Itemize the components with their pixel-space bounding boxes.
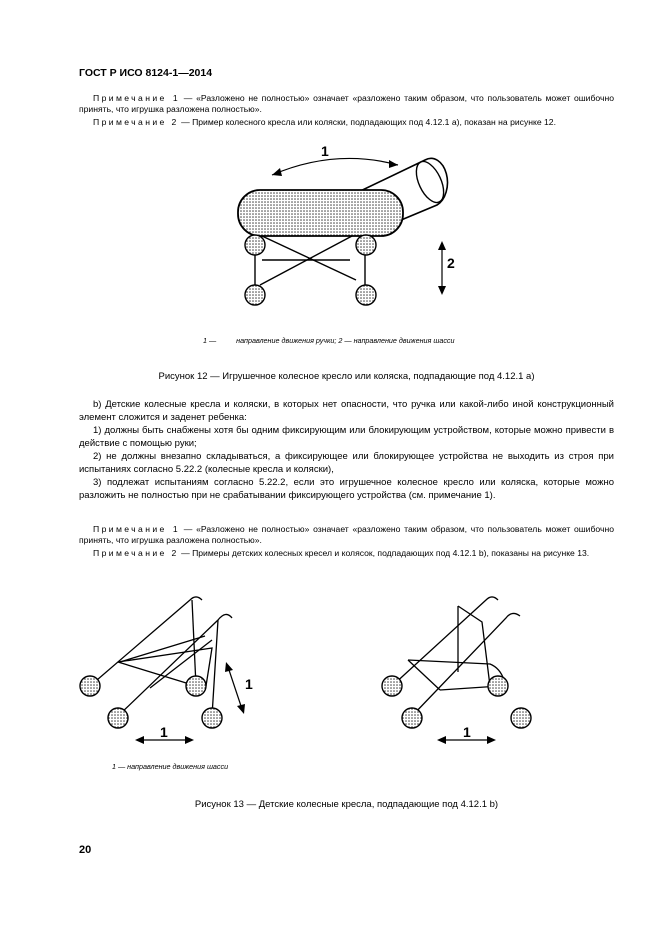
figure-12-marker-2: 2 bbox=[447, 255, 455, 271]
list-item-2: 2) не должны внезапно складываться, а фиксирующее или блокирующее устройства не выходить из строя при испытаниях согласно 5.22.2 (колесные кресла и коляски), bbox=[79, 451, 614, 475]
wheel bbox=[511, 708, 531, 728]
figure-13-marker-left: 1 bbox=[160, 724, 168, 740]
wheel bbox=[402, 708, 422, 728]
left-diagonal-arrow bbox=[229, 670, 241, 706]
wheel bbox=[108, 708, 128, 728]
list-item-1: 1) должны быть снабжены хотя бы одним фиксирующим или блокирующим устройством, которые можно привести в действие с помощью руки; bbox=[79, 425, 614, 449]
figure-13-legend: 1 — направление движения шасси bbox=[112, 762, 229, 771]
left-stroller-frame bbox=[90, 597, 232, 716]
note-text: — «Разложено не полностью» означает «разложено таким образом, что пользователь может ошибочно принять, что игрушка разложена полностью». bbox=[79, 524, 614, 546]
wheel bbox=[80, 676, 100, 696]
figure-12-marker-1: 1 bbox=[321, 143, 329, 159]
paragraph-b: b) Детские колесные кресла и коляски, в которых нет опасности, что ручка или какой-либо иной конструкционный элемент сложится и заденет ребенка: bbox=[79, 399, 614, 423]
note-label: Примечание 2 bbox=[93, 548, 179, 558]
figure-13-caption: Рисунок 13 — Детские колесные кресла, подпадающие под 4.12.1 b) bbox=[194, 799, 499, 810]
wheel bbox=[186, 676, 206, 696]
wheel bbox=[202, 708, 222, 728]
list-item-3: 3) подлежат испытаниям согласно 5.22.2, если это игрушечное колесное кресло или коляска, которые можно разложить не полностью при не срабатывании фиксирующего устройства (см. примечание 1). bbox=[79, 477, 614, 501]
note-label: Примечание 1 bbox=[93, 524, 181, 534]
note-label: Примечание 2 bbox=[93, 117, 179, 127]
figure-13-marker-diagonal: 1 bbox=[245, 676, 253, 692]
document-header: ГОСТ Р ИСО 8124-1—2014 bbox=[79, 67, 213, 79]
right-stroller-frame bbox=[392, 597, 520, 716]
figure-12-caption: Рисунок 12 — Игрушечное колесное кресло или коляска, подпадающие под 4.12.1 а) bbox=[158, 371, 535, 382]
figure-12-legend: 1 — направление движения ручки; 2 — направление движения шасси bbox=[203, 336, 455, 345]
note-text: — «Разложено не полностью» означает «разложено таким образом, что пользователь может ошибочно принять, что игрушка разложена полностью». bbox=[79, 93, 614, 115]
wheel bbox=[488, 676, 508, 696]
note-text: — Примеры детских колесных кресел и колясок, подпадающих под 4.12.1 b), показаны на рисунке 13. bbox=[181, 548, 590, 558]
note-label: Примечание 1 bbox=[93, 93, 181, 103]
figure-13-marker-right: 1 bbox=[463, 724, 471, 740]
wheel bbox=[382, 676, 402, 696]
note-text: — Пример колесного кресла или коляски, подпадающих под 4.12.1 а), показан на рисунке 12. bbox=[181, 117, 556, 127]
page-number: 20 bbox=[79, 844, 92, 856]
